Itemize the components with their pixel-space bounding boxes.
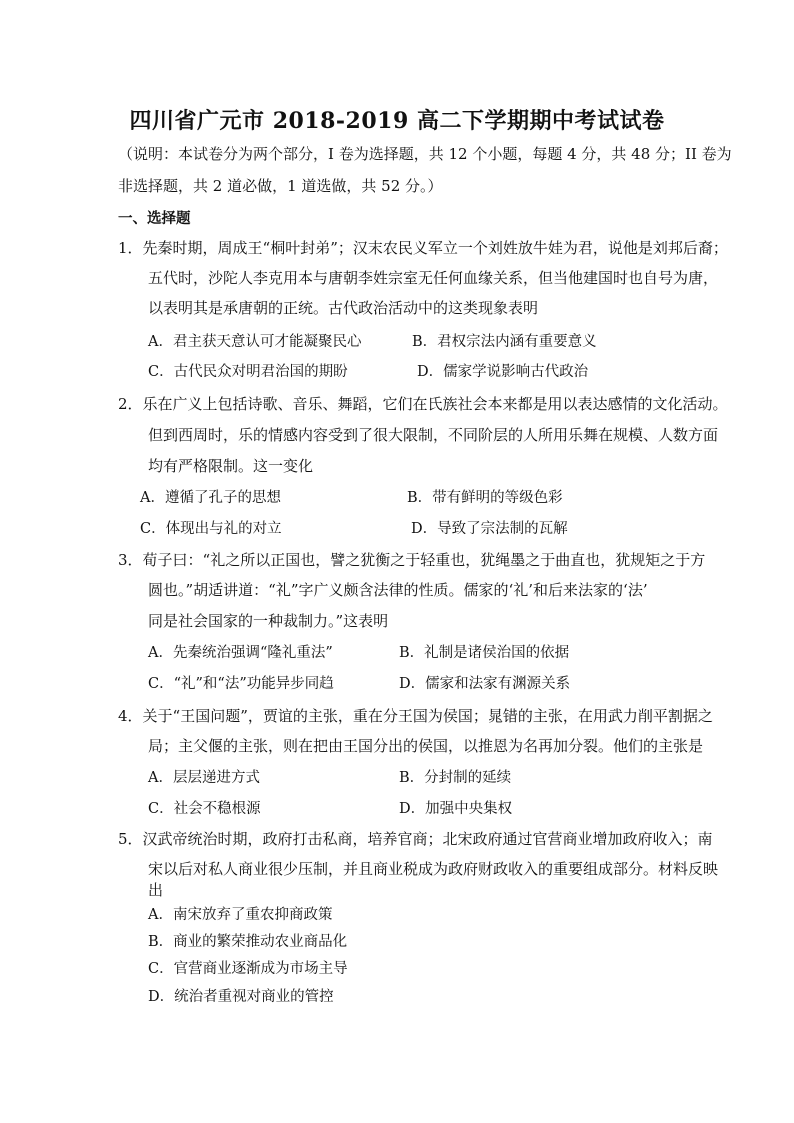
instructions-line-2: 非选择题，共 2 道必做，1 道选做，共 52 分。） [118, 177, 443, 195]
page-title: 四川省广元市 2018-2019 高二下学期期中考试试卷 [129, 108, 665, 134]
question-line: 五代时，沙陀人李克用本与唐朝李姓宗室无任何血缘关系，但当他建国时也自号为唐， [148, 269, 719, 287]
question-line: 5．汉武帝统治时期，政府打击私商，培养官商；北宋政府通过官营商业增加政府收入；南 [118, 830, 713, 848]
option-d[interactable]: D．统治者重视对商业的管控 [148, 989, 334, 1005]
option-b[interactable]: B．带有鲜明的等级色彩 [407, 490, 563, 506]
question-line: 4．关于“王国问题”，贾谊的主张，重在分王国为侯国；晁错的主张，在用武力削平割据之 [118, 707, 713, 725]
option-d[interactable]: D．加强中央集权 [399, 801, 513, 817]
option-d[interactable]: D．儒家和法家有渊源关系 [399, 676, 571, 692]
question-line: 同是社会国家的一种裁制力。”这表明 [148, 612, 389, 630]
option-b[interactable]: B．分封制的延续 [399, 770, 512, 786]
option-b[interactable]: B．礼制是诸侯治国的依据 [399, 645, 570, 661]
question-line: 2．乐在广义上包括诗歌、音乐、舞蹈，它们在氏族社会本来都是用以表达感情的文化活动。 [118, 395, 728, 413]
option-b[interactable]: B．商业的繁荣推动农业商品化 [148, 934, 348, 950]
section-heading: 一、选择题 [118, 211, 191, 227]
question-line: 1．先秦时期，周成王“桐叶封弟”；汉末农民义军立一个刘姓放牛娃为君，说他是刘邦后裔； [118, 239, 728, 257]
question-line: 出 [148, 881, 164, 899]
option-c[interactable]: C．社会不稳根源 [148, 801, 261, 817]
option-c[interactable]: C．官营商业逐渐成为市场主导 [148, 961, 348, 977]
option-a[interactable]: A．先秦统治强调“隆礼重法” [148, 645, 333, 661]
option-a[interactable]: A．南宋放弃了重农抑商政策 [148, 907, 333, 923]
question-line: 以表明其是承唐朝的正统。古代政治活动中的这类现象表明 [148, 299, 539, 317]
question-line: 宋以后对私人商业很少压制，并且商业税成为政府财政收入的重要组成部分。材料反映 [148, 860, 719, 878]
option-d[interactable]: D．导致了宗法制的瓦解 [411, 521, 568, 537]
option-c[interactable]: C．体现出与礼的对立 [140, 521, 282, 537]
question-line: 局；主父偃的主张，则在把由王国分出的侯国，以推恩为名再加分裂。他们的主张是 [148, 737, 704, 755]
option-a[interactable]: A．君主获天意认可才能凝聚民心 [148, 334, 362, 350]
option-b[interactable]: B．君权宗法内涵有重要意义 [412, 334, 597, 350]
question-line: 3．荀子曰：“礼之所以正国也，譬之犹衡之于轻重也，犹绳墨之于曲直也，犹规矩之于方 [118, 551, 706, 569]
option-a[interactable]: A．遵循了孔子的思想 [140, 490, 281, 506]
instructions-line-1: （说明：本试卷分为两个部分，I 卷为选择题，共 12 个小题，每题 4 分，共 48 分；II 卷为 [118, 145, 732, 163]
question-line: 均有严格限制。这一变化 [148, 457, 314, 475]
question-line: 圆也。”胡适讲道：“礼”字广义颇含法律的性质。儒家的‘礼’和后来法家的‘法’ [148, 581, 648, 599]
option-c[interactable]: C．古代民众对明君治国的期盼 [148, 364, 348, 380]
option-d[interactable]: D．儒家学说影响古代政治 [417, 364, 589, 380]
option-a[interactable]: A．层层递进方式 [148, 770, 260, 786]
option-c[interactable]: C．“礼”和“法”功能异步同趋 [148, 676, 334, 692]
question-line: 但到西周时，乐的情感内容受到了很大限制，不同阶层的人所用乐舞在规模、人数方面 [148, 426, 719, 444]
